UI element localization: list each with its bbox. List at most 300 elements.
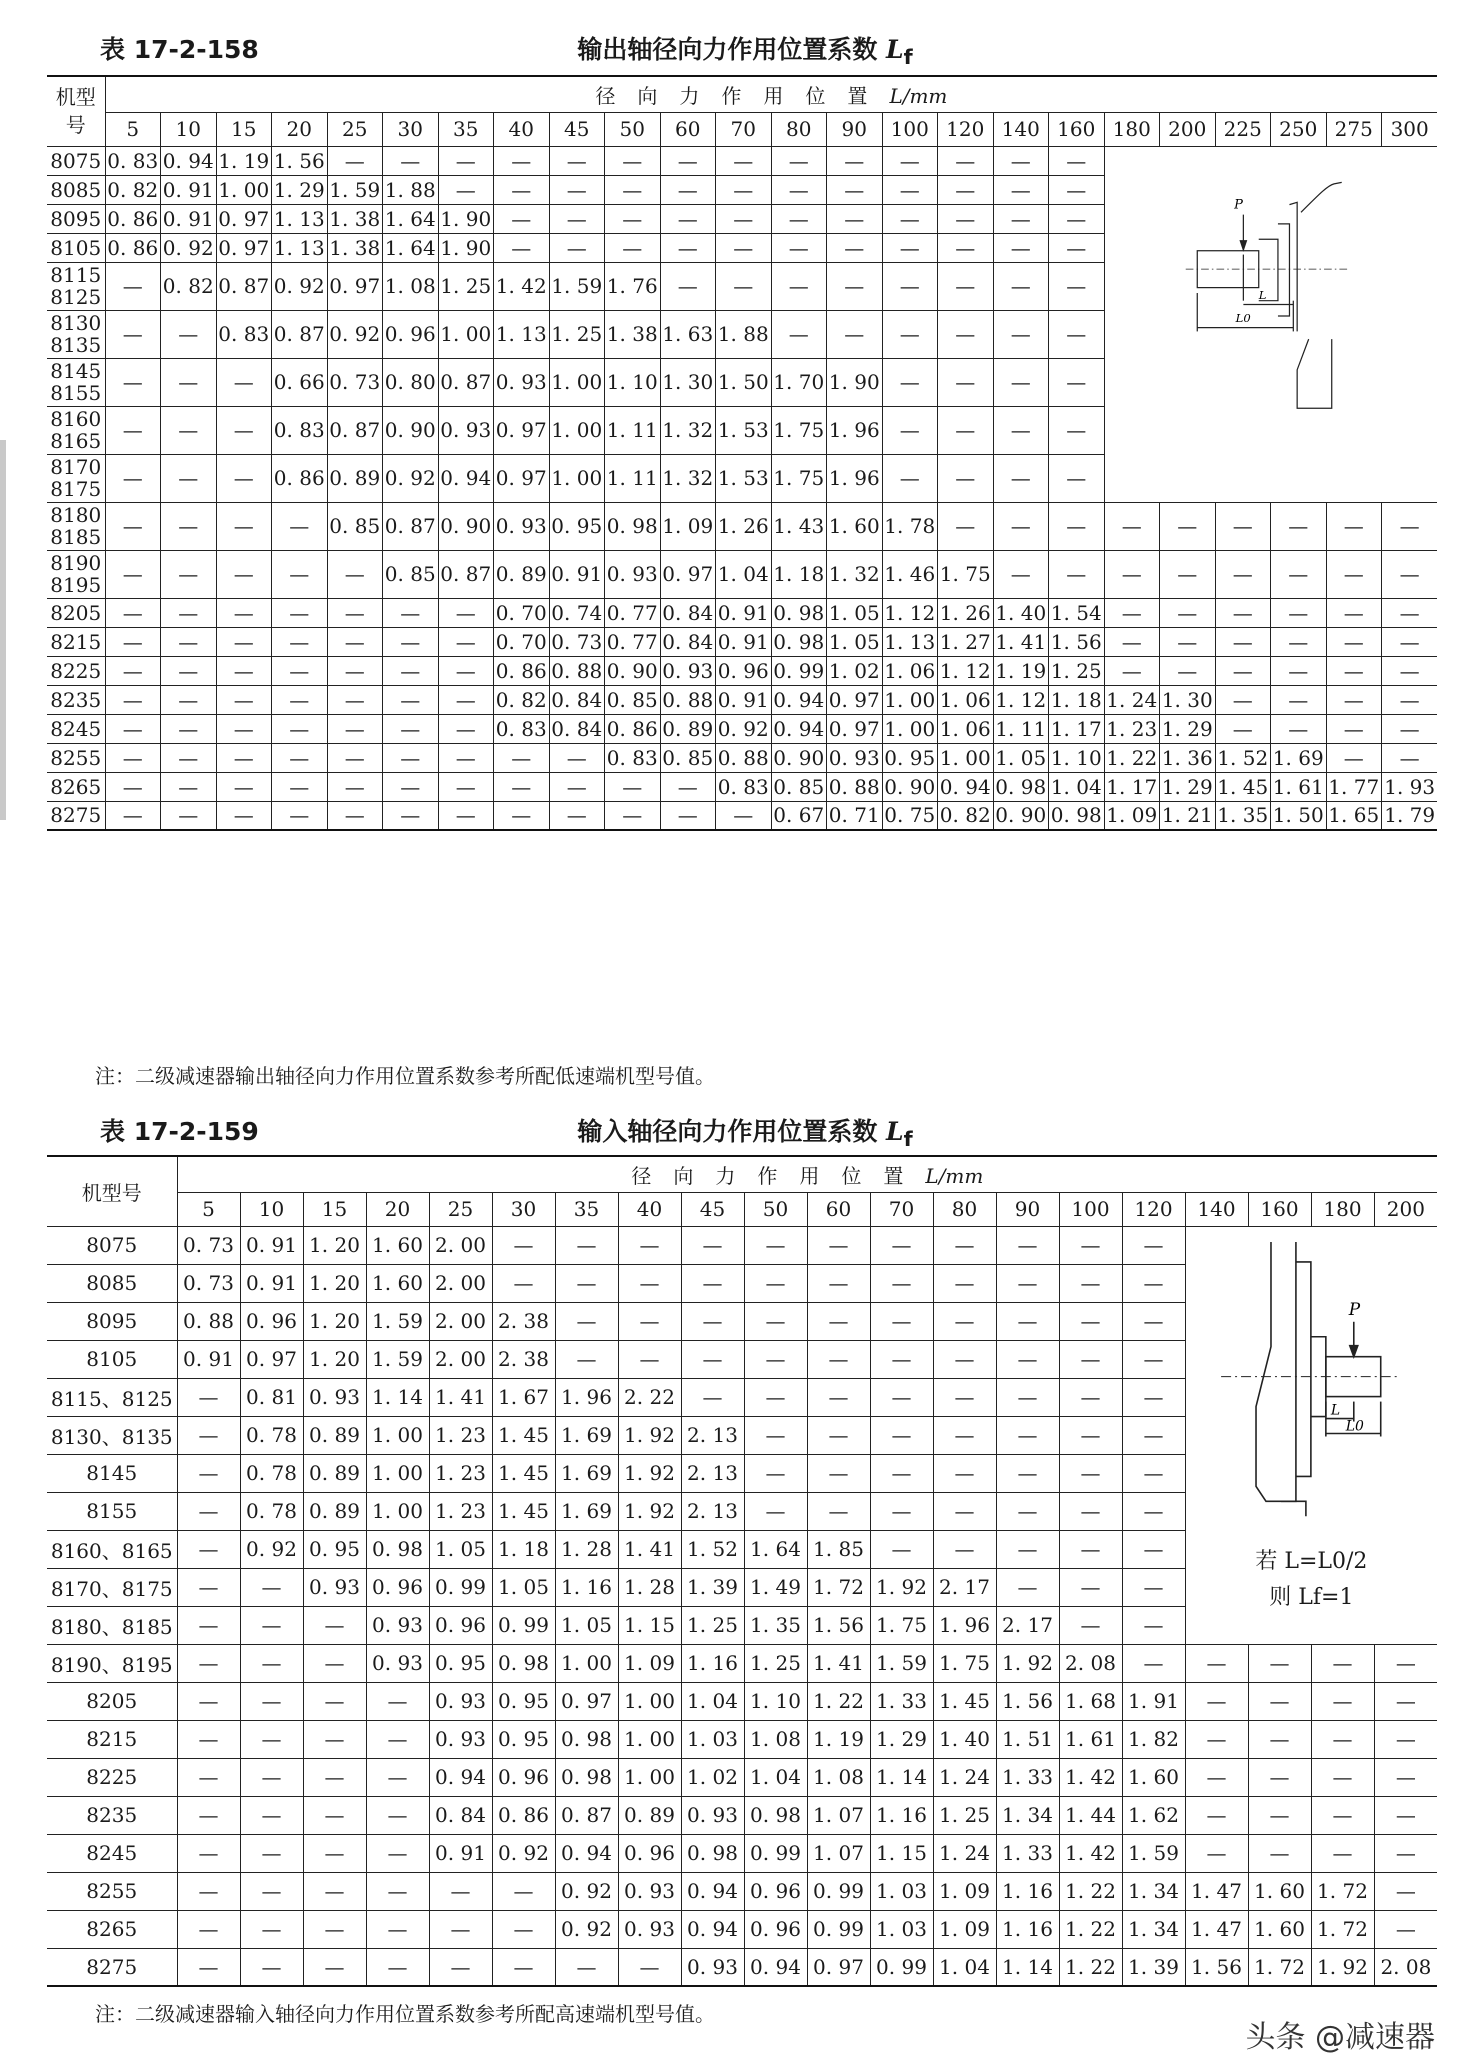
table1-cell: — <box>1049 502 1105 550</box>
table1-cell: — <box>605 233 661 262</box>
table1-model-label: 8155 <box>50 381 102 405</box>
table1-cell: 1. 06 <box>938 714 994 743</box>
table2-cell: 1. 29 <box>870 1720 933 1758</box>
table1-cell: 1. 64 <box>383 233 439 262</box>
table2-model-cell: 8225 <box>47 1758 177 1796</box>
table2-cell: — <box>177 1568 240 1606</box>
table1-model-label: 8165 <box>50 429 102 453</box>
table1-column-header: 275 <box>1326 112 1382 146</box>
table2-cell: — <box>1059 1378 1122 1416</box>
table2-cell: 0. 96 <box>366 1568 429 1606</box>
table2-cell: — <box>240 1872 303 1910</box>
table2-cell: 1. 75 <box>933 1644 996 1682</box>
table1-model-cell <box>47 627 105 656</box>
table1-cell: 1. 50 <box>1271 801 1327 830</box>
table1-cell: 1. 75 <box>938 550 994 598</box>
table2-cell: — <box>303 1606 366 1644</box>
table2-cell: 1. 56 <box>996 1682 1059 1720</box>
table1-cell: — <box>716 801 772 830</box>
table1-cell: — <box>327 801 383 830</box>
table2-cell: 0. 91 <box>177 1340 240 1378</box>
table1-cell: — <box>216 502 272 550</box>
table1-cell: 0. 83 <box>272 406 328 454</box>
table1-cell: — <box>161 743 217 772</box>
table2-cell: — <box>1059 1264 1122 1302</box>
table1-cell: — <box>105 262 161 310</box>
table2-cell: — <box>1185 1682 1248 1720</box>
table1-cell: 0. 82 <box>938 801 994 830</box>
table1-cell: — <box>161 358 217 406</box>
table1-cell: 0. 94 <box>771 714 827 743</box>
table2-cell: — <box>1185 1758 1248 1796</box>
table1-cell: — <box>605 146 661 175</box>
table2 <box>47 1155 1437 1987</box>
table1-cell: — <box>938 175 994 204</box>
table2-cell: — <box>1122 1226 1185 1264</box>
table1-cell: — <box>605 204 661 233</box>
table2-cell: — <box>303 1720 366 1758</box>
table2-cell: 1. 15 <box>870 1834 933 1872</box>
table2-cell: — <box>1059 1302 1122 1340</box>
table2-cell: — <box>240 1758 303 1796</box>
table1-cell: — <box>438 175 494 204</box>
flange <box>1295 1261 1310 1475</box>
table2-cell: 1. 00 <box>366 1454 429 1492</box>
table1-title-symbol: L <box>886 35 904 64</box>
table1-cell: 0. 80 <box>383 358 439 406</box>
table1-model-label: 8275 <box>50 803 102 828</box>
table1-cell: 0. 82 <box>105 175 161 204</box>
table2-cell: 1. 41 <box>618 1530 681 1568</box>
table1-cell: — <box>494 233 550 262</box>
table2-cell: 2. 13 <box>681 1416 744 1454</box>
table1-cell: 1. 02 <box>827 656 883 685</box>
table1-cell: — <box>1104 550 1160 598</box>
table2-column-header: 80 <box>933 1192 996 1226</box>
table1-cell: 0. 97 <box>327 262 383 310</box>
table1-cell: 1. 13 <box>882 627 938 656</box>
table1-cell: 0. 89 <box>494 550 550 598</box>
table2-cell: — <box>744 1492 807 1530</box>
table2-cell: 1. 00 <box>366 1492 429 1530</box>
table2-cell: — <box>996 1340 1059 1378</box>
table1-cell: — <box>438 714 494 743</box>
table2-model-cell: 8170、8175 <box>47 1568 177 1606</box>
table1-cell: 0. 86 <box>605 714 661 743</box>
table1-cell: — <box>161 656 217 685</box>
table1-cell: — <box>383 598 439 627</box>
table2-model-cell: 8255 <box>47 1872 177 1910</box>
table1-position-header <box>105 76 1437 112</box>
table1-cell: — <box>494 146 550 175</box>
table2-model-header-text: 机型号 <box>81 1180 142 1205</box>
table1-cell: 0. 83 <box>716 772 772 801</box>
table1-cell: 1. 53 <box>716 454 772 502</box>
table1-model-cell <box>47 175 105 204</box>
table2-diagram-cell <box>1185 1226 1437 1644</box>
table2-cell: — <box>1059 1606 1122 1644</box>
table1-cell: 1. 12 <box>993 685 1049 714</box>
table2-cell: — <box>870 1492 933 1530</box>
diagram-L0-label: L0 <box>1345 1418 1364 1435</box>
table2-cell: 0. 91 <box>240 1226 303 1264</box>
table2-cell: — <box>1248 1796 1311 1834</box>
table1-cell: 1. 22 <box>1104 743 1160 772</box>
table1-model-label: 8245 <box>50 716 102 741</box>
table2-cell: — <box>807 1416 870 1454</box>
table2-cell: 1. 00 <box>618 1682 681 1720</box>
table1-column-header: 250 <box>1271 112 1327 146</box>
table1-cell: 0. 91 <box>161 175 217 204</box>
table1-cell: 1. 60 <box>827 502 883 550</box>
table2-cell: 1. 56 <box>1185 1948 1248 1986</box>
table1-cell: — <box>1104 502 1160 550</box>
table1-cell: — <box>993 502 1049 550</box>
table2-cell: 1. 25 <box>681 1606 744 1644</box>
table2-cell: — <box>1122 1530 1185 1568</box>
table1-cell: — <box>327 772 383 801</box>
table2-cell: 1. 03 <box>870 1910 933 1948</box>
table1-cell: 1. 59 <box>327 175 383 204</box>
table1-cell: — <box>1271 656 1327 685</box>
table1-cell: — <box>272 550 328 598</box>
table1-cell: 0. 91 <box>716 627 772 656</box>
table2-cell: 1. 47 <box>1185 1872 1248 1910</box>
table1-cell: — <box>161 598 217 627</box>
table1-cell: — <box>1049 204 1105 233</box>
table1-cell: 0. 71 <box>827 801 883 830</box>
table2-cell: — <box>744 1302 807 1340</box>
table2-cell: — <box>366 1796 429 1834</box>
table1-cell: 0. 98 <box>605 502 661 550</box>
table1-cell: — <box>1382 743 1438 772</box>
table1-cell: 1. 96 <box>827 406 883 454</box>
table1-cell: 0. 92 <box>272 262 328 310</box>
table2-model-header <box>47 1156 177 1226</box>
table1-cell: 1. 32 <box>660 406 716 454</box>
table2-column-header: 200 <box>1374 1192 1437 1226</box>
table1-cell: 1. 46 <box>882 550 938 598</box>
table2-cell: 0. 99 <box>429 1568 492 1606</box>
table2-cell: — <box>177 1720 240 1758</box>
table1-column-header: 45 <box>549 112 605 146</box>
table1-row <box>47 656 1437 685</box>
table1-column-header: 10 <box>161 112 217 146</box>
table2-cell: 2. 13 <box>681 1454 744 1492</box>
table2-cell: — <box>492 1226 555 1264</box>
table2-cell: 0. 92 <box>492 1834 555 1872</box>
table1-model-cell <box>47 598 105 627</box>
table1-cell: — <box>1049 146 1105 175</box>
table2-cell: — <box>366 1910 429 1948</box>
table1-cell: 0. 87 <box>383 502 439 550</box>
table1-row <box>47 627 1437 656</box>
table2-cell: 1. 05 <box>555 1606 618 1644</box>
table2-cell: — <box>177 1872 240 1910</box>
table1-cell: 1. 04 <box>716 550 772 598</box>
table2-model-cell: 8275 <box>47 1948 177 1986</box>
table1-cell: 1. 24 <box>1104 685 1160 714</box>
table1-cell: — <box>993 550 1049 598</box>
table1-cell: — <box>660 204 716 233</box>
table2-cell: — <box>555 1264 618 1302</box>
table1-column-header: 35 <box>438 112 494 146</box>
table1-cell: 0. 92 <box>161 233 217 262</box>
table1-cell: — <box>938 146 994 175</box>
table2-cell: — <box>1059 1530 1122 1568</box>
table1-cell: — <box>827 146 883 175</box>
table2-cell: — <box>1311 1796 1374 1834</box>
table2-cell: 1. 14 <box>366 1378 429 1416</box>
table1-cell: — <box>216 714 272 743</box>
table2-cell: 1. 20 <box>303 1340 366 1378</box>
table1-column-header: 140 <box>993 112 1049 146</box>
table1-column-header-row <box>47 112 1437 146</box>
table2-cell: 0. 98 <box>555 1758 618 1796</box>
table2-column-header: 45 <box>681 1192 744 1226</box>
table2-cell: — <box>1374 1872 1437 1910</box>
table2-cell: 0. 97 <box>807 1948 870 1986</box>
table2-row <box>47 1872 1437 1910</box>
table2-cell: — <box>870 1378 933 1416</box>
table1-cell: 1. 88 <box>716 310 772 358</box>
table2-cell: — <box>1122 1568 1185 1606</box>
table2-model-cell: 8215 <box>47 1720 177 1758</box>
table2-diagram-caption1: 若 L=L0/2 <box>1255 1548 1368 1574</box>
table1-cell: 0. 85 <box>660 743 716 772</box>
table1-cell: 1. 21 <box>1160 801 1216 830</box>
table2-cell: 0. 93 <box>681 1948 744 1986</box>
table2-cell: — <box>996 1226 1059 1264</box>
table2-cell: 1. 16 <box>996 1910 1059 1948</box>
table1-cell: — <box>882 175 938 204</box>
table1-cell: — <box>327 714 383 743</box>
table1-cell: 0. 97 <box>827 685 883 714</box>
table2-cell: 1. 59 <box>366 1340 429 1378</box>
table2-cell: 1. 92 <box>618 1454 681 1492</box>
table1-model-label: 8175 <box>50 477 102 501</box>
table2-title <box>530 1112 960 1151</box>
table1-cell: 0. 89 <box>660 714 716 743</box>
table1-title-text: 输出轴径向力作用位置系数 <box>577 35 878 64</box>
table1-cell: — <box>1271 502 1327 550</box>
table2-cell: — <box>303 1796 366 1834</box>
table2-cell: 1. 60 <box>1122 1758 1185 1796</box>
table1-cell: 0. 86 <box>494 656 550 685</box>
table1-cell: — <box>716 204 772 233</box>
table2-cell: 1. 39 <box>681 1568 744 1606</box>
table2-cell: 1. 69 <box>555 1492 618 1530</box>
table2-column-header: 15 <box>303 1192 366 1226</box>
table2-cell: — <box>240 1796 303 1834</box>
table1-cell: 1. 11 <box>993 714 1049 743</box>
table1-cell: — <box>105 358 161 406</box>
table2-cell: — <box>996 1264 1059 1302</box>
table1-cell: 1. 17 <box>1049 714 1105 743</box>
table1-row <box>47 801 1437 830</box>
table1-cell: 0. 67 <box>771 801 827 830</box>
table1-row <box>47 502 1437 550</box>
table2-model-cell: 8085 <box>47 1264 177 1302</box>
table1-cell: — <box>1271 627 1327 656</box>
table1-cell: 0. 84 <box>660 598 716 627</box>
table1-cell: — <box>1271 685 1327 714</box>
table1-cell: — <box>1049 310 1105 358</box>
table2-cell: 1. 41 <box>807 1644 870 1682</box>
table2-model-cell: 8160、8165 <box>47 1530 177 1568</box>
table2-model-cell: 8235 <box>47 1796 177 1834</box>
table2-cell: 0. 73 <box>177 1264 240 1302</box>
table2-cell: 1. 96 <box>933 1606 996 1644</box>
table2-cell: 0. 89 <box>303 1416 366 1454</box>
table2-cell: — <box>618 1226 681 1264</box>
table1-cell: — <box>605 801 661 830</box>
force-arrowhead <box>1240 240 1246 249</box>
table2-cell: 0. 98 <box>492 1644 555 1682</box>
table2-cell: 1. 22 <box>1059 1910 1122 1948</box>
table1-cell: 1. 35 <box>1215 801 1271 830</box>
table1-model-label: 8105 <box>50 235 102 260</box>
table2-cell: 1. 42 <box>1059 1834 1122 1872</box>
table1-cell: — <box>827 175 883 204</box>
table2-position-header <box>177 1156 1437 1192</box>
table1-cell: — <box>1215 714 1271 743</box>
table2-cell: — <box>1248 1644 1311 1682</box>
table1-cell: — <box>827 204 883 233</box>
table2-cell: 1. 44 <box>1059 1796 1122 1834</box>
table1-cell: — <box>1160 502 1216 550</box>
table1-cell: 0. 86 <box>105 233 161 262</box>
table1-cell: 0. 91 <box>716 685 772 714</box>
table2-cell: 0. 89 <box>303 1454 366 1492</box>
table1-cell: 0. 92 <box>716 714 772 743</box>
table2-cell: — <box>870 1530 933 1568</box>
table2-cell: — <box>492 1910 555 1948</box>
table1-cell: 1. 18 <box>771 550 827 598</box>
table2-cell: 1. 00 <box>618 1720 681 1758</box>
table2-cell: 1. 20 <box>303 1302 366 1340</box>
table2-cell: — <box>1374 1758 1437 1796</box>
table2-cell: — <box>492 1264 555 1302</box>
table1-cell: — <box>938 204 994 233</box>
table1-cell: 0. 96 <box>716 656 772 685</box>
table2-cell: 0. 93 <box>618 1910 681 1948</box>
table1-cell: — <box>993 310 1049 358</box>
table1-cell: — <box>1049 175 1105 204</box>
table2-cell: 1. 33 <box>870 1682 933 1720</box>
diagram-L-label: L <box>1330 1402 1340 1419</box>
table2-cell: 1. 39 <box>1122 1948 1185 1986</box>
table1-cell: 1. 54 <box>1049 598 1105 627</box>
table2-cell: 1. 09 <box>933 1872 996 1910</box>
table1-cell: 0. 94 <box>161 146 217 175</box>
table2-cell: — <box>177 1416 240 1454</box>
table1-column-header: 20 <box>272 112 328 146</box>
table2-cell: 1. 04 <box>681 1682 744 1720</box>
table1-row <box>47 598 1437 627</box>
table2-cell: 1. 72 <box>1248 1948 1311 1986</box>
table1-cell: — <box>161 685 217 714</box>
table1-cell: — <box>494 175 550 204</box>
table2-cell: 1. 62 <box>1122 1796 1185 1834</box>
table1-cell: 1. 10 <box>1049 743 1105 772</box>
table2-cell: 0. 95 <box>492 1682 555 1720</box>
table1-cell: — <box>161 550 217 598</box>
table1-model-cell <box>47 550 105 598</box>
table1-cell: — <box>938 310 994 358</box>
table1-cell: 1. 90 <box>827 358 883 406</box>
table2-title-symbol: L <box>886 1117 904 1146</box>
table1-cell: 0. 82 <box>161 262 217 310</box>
table2-cell: — <box>1248 1834 1311 1872</box>
table1-model-label: 8170 <box>50 455 102 479</box>
table1-cell: 1. 13 <box>494 310 550 358</box>
table2-cell: 0. 94 <box>744 1948 807 1986</box>
table1-cell: 0. 93 <box>494 358 550 406</box>
table1-cell: — <box>771 204 827 233</box>
table2-cell: 1. 19 <box>807 1720 870 1758</box>
table2-diagram-caption2: 则 Lf=1 <box>1269 1584 1354 1610</box>
table1-cell: — <box>161 454 217 502</box>
table1-cell: 1. 04 <box>1049 772 1105 801</box>
table1-cell: — <box>1049 233 1105 262</box>
table1-cell: — <box>549 801 605 830</box>
table2-cell: 0. 98 <box>555 1720 618 1758</box>
table2-cell: — <box>1311 1758 1374 1796</box>
table2-column-header: 40 <box>618 1192 681 1226</box>
table1-cell: — <box>438 801 494 830</box>
table2-cell: 1. 07 <box>807 1834 870 1872</box>
table1-cell: — <box>216 743 272 772</box>
table2-cell: — <box>933 1340 996 1378</box>
table1-cell: — <box>383 146 439 175</box>
table2-cell: — <box>996 1492 1059 1530</box>
table2-cell: — <box>303 1758 366 1796</box>
table1-cell: — <box>1215 598 1271 627</box>
table1-cell: — <box>161 502 217 550</box>
force-arrowhead <box>1349 1345 1357 1356</box>
table1-cell: — <box>882 233 938 262</box>
table1-cell: — <box>771 146 827 175</box>
table2-cell: — <box>177 1530 240 1568</box>
table1-cell: — <box>938 262 994 310</box>
table2-cell: 0. 99 <box>492 1606 555 1644</box>
table1-cell: — <box>105 550 161 598</box>
table2-cell: — <box>366 1720 429 1758</box>
table2-model-cell: 8205 <box>47 1682 177 1720</box>
table2-cell: 1. 72 <box>1311 1872 1374 1910</box>
table2-cell: 1. 23 <box>429 1492 492 1530</box>
table1-cell: 1. 76 <box>605 262 661 310</box>
table1-cell: — <box>1326 598 1382 627</box>
table1-model-cell <box>47 502 105 550</box>
table1-cell: 1. 42 <box>494 262 550 310</box>
table2-cell: — <box>177 1644 240 1682</box>
table2-cell: 0. 99 <box>744 1834 807 1872</box>
table2-column-header: 140 <box>1185 1192 1248 1226</box>
table1-cell: 0. 97 <box>827 714 883 743</box>
table1-cell: 0. 77 <box>605 627 661 656</box>
table2-cell: 1. 25 <box>933 1796 996 1834</box>
table2-cell: — <box>366 1682 429 1720</box>
table1-cell: — <box>105 502 161 550</box>
table1-cell: 1. 13 <box>272 233 328 262</box>
table2-cell: 1. 45 <box>492 1492 555 1530</box>
table2-cell: — <box>303 1910 366 1948</box>
table2-cell: 1. 14 <box>870 1758 933 1796</box>
table1-cell: — <box>882 406 938 454</box>
table2-title-text: 输入轴径向力作用位置系数 <box>577 1117 878 1146</box>
